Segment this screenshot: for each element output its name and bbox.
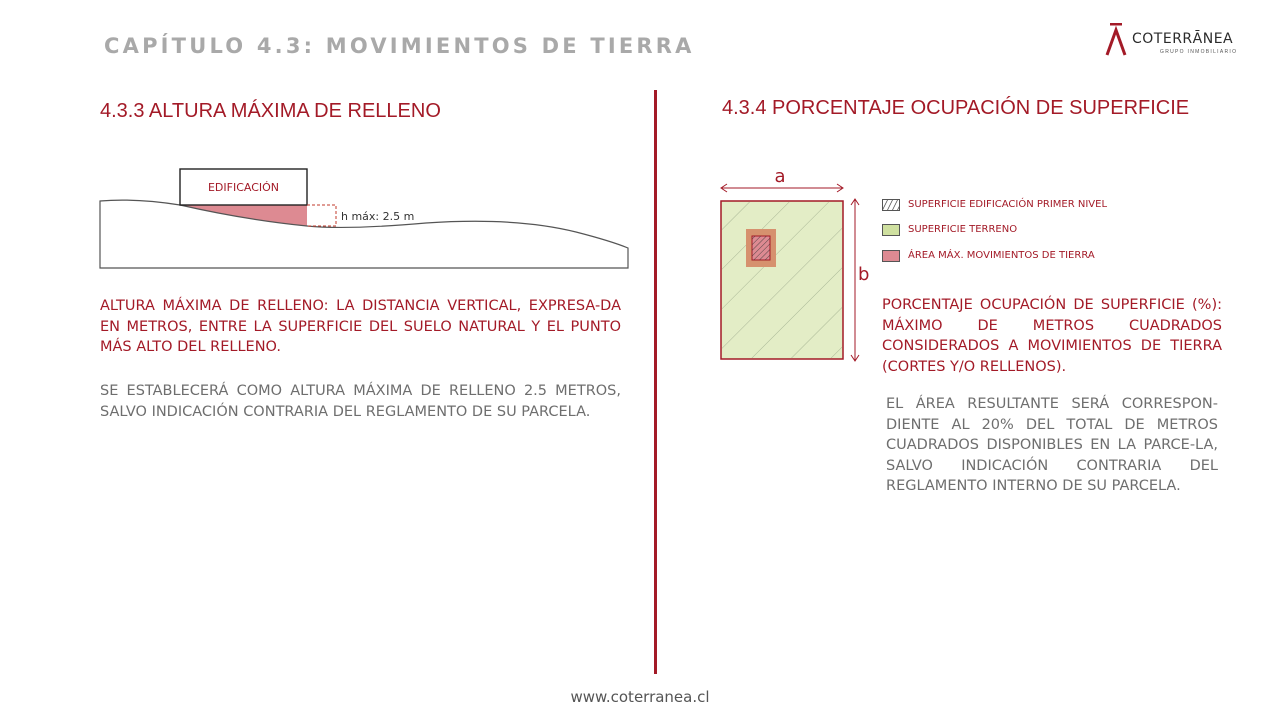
chapter-title: CAPÍTULO 4.3: MOVIMIENTOS DE TIERRA <box>104 34 695 58</box>
fill-height-rule: SE ESTABLECERÁ COMO ALTURA MÁXIMA DE RELLENO 2.5 METROS, SALVO INDICACIÓN CONTRARIA DEL REGLAMENTO DE SU PARCELA. <box>100 383 621 420</box>
occupancy-rule: EL ÁREA RESULTANTE SERÁ CORRESPON-DIENTE AL 20% DEL TOTAL DE METROS CUADRADOS DISPONIBLES EN LA PARCE-LA, SALVO INDICACIÓN CONTRARIA DEL REGLAMENTO INTERNO DE SU PARCELA. <box>886 396 1218 494</box>
company-logo <box>1104 22 1254 62</box>
occupancy-definition: PORCENTAJE OCUPACIÓN DE SUPERFICIE (%): MÁXIMO DE METROS CUADRADOS CONSIDERADOS A MOVIMIENTOS DE TIERRA (CORTES Y/O RELLENOS). <box>882 297 1222 375</box>
terrain-swatch-icon <box>882 224 900 236</box>
column-divider <box>654 90 657 674</box>
building-footprint <box>752 236 770 260</box>
fill-height-diagram <box>96 164 636 274</box>
section-title-altura: 4.3.3 ALTURA MÁXIMA DE RELLENO <box>100 100 441 122</box>
legend-label: ÁREA MÁX. MOVIMIENTOS DE TIERRA <box>908 250 1095 261</box>
legend-label: SUPERFICIE TERRENO <box>908 224 1018 235</box>
occupancy-diagram <box>712 160 872 372</box>
legend-label: SUPERFICIE EDIFICACIÓN PRIMER NIVEL <box>908 199 1108 210</box>
fill-height-definition: ALTURA MÁXIMA DE RELLENO: LA DISTANCIA VERTICAL, EXPRESA-DA EN METROS, ENTRE LA SUPERFICIE DEL SUELO NATURAL Y EL PUNTO MÁS ALTO DEL RELLENO. <box>100 298 621 355</box>
logo-mark-icon <box>1104 22 1128 58</box>
hatch-swatch-icon <box>882 199 900 211</box>
dim-a-label: a <box>774 166 786 187</box>
height-marker <box>307 205 336 226</box>
logo-wordmark: COTERRĀNEA <box>1132 31 1234 47</box>
section-title-ocupacion: 4.3.4 PORCENTAJE OCUPACIÓN DE SUPERFICIE <box>722 97 1190 119</box>
footer-website: www.coterranea.cl <box>570 688 710 706</box>
dim-b-label: b <box>858 264 870 285</box>
height-label: h máx: 2.5 m <box>341 210 415 223</box>
building-label: EDIFICACIÓN <box>207 181 280 194</box>
logo-subtitle: GRUPO INMOBILIARIO <box>1160 49 1238 55</box>
movement-swatch-icon <box>882 250 900 262</box>
